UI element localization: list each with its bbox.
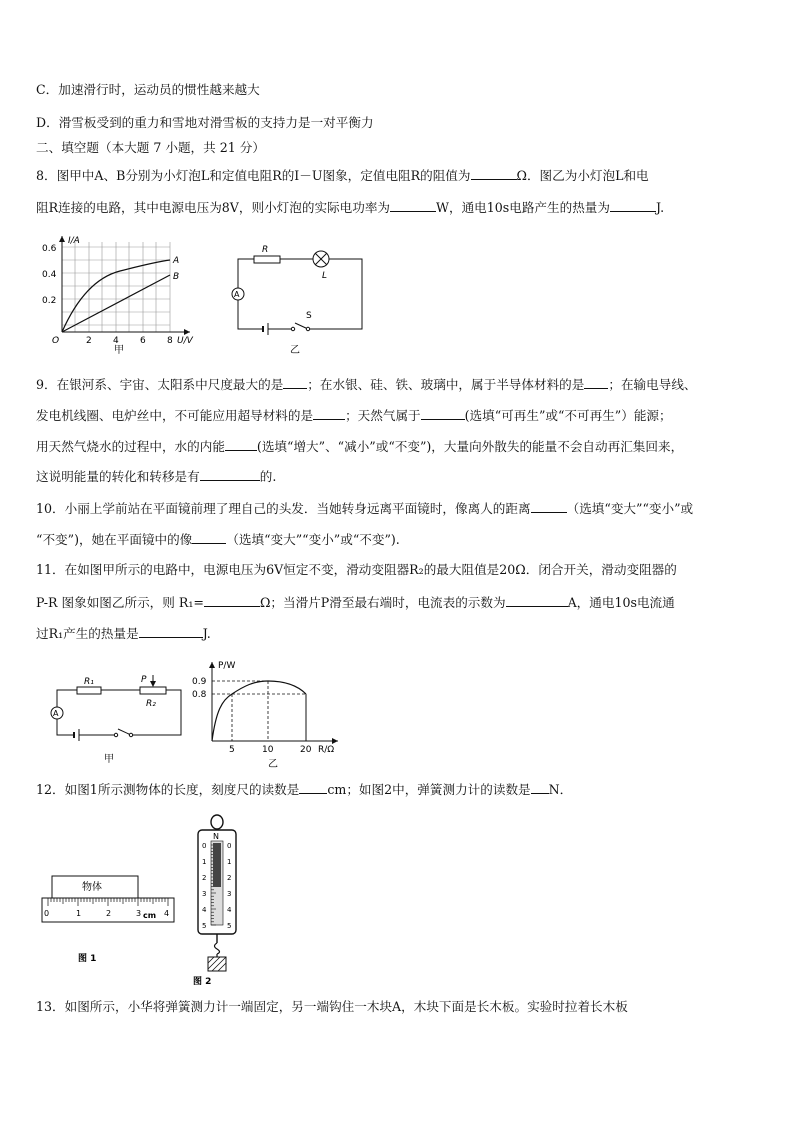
q9-line1 — [36, 375, 697, 394]
q9-text: ；天然气属于 — [345, 408, 421, 423]
ruler-tick-label: 0 — [44, 909, 50, 918]
answer-blank[interactable] — [421, 406, 465, 420]
scale-tick-label: 1 — [202, 858, 207, 866]
answer-blank[interactable] — [139, 624, 203, 638]
q8-line1 — [36, 166, 649, 185]
q11-text: 过R₁产生的热量是 — [36, 626, 139, 641]
q8-text: J. — [656, 200, 665, 215]
ruler-tick-label: 3 — [136, 909, 142, 918]
figure-8-yi-circuit — [222, 240, 367, 358]
figure-caption: 图 1 — [78, 954, 97, 964]
figure-8-jia-graph — [40, 232, 225, 357]
scale-tick-label: 1 — [227, 858, 232, 866]
q9-line3 — [36, 437, 683, 456]
q12-text: N． — [548, 782, 573, 797]
resistor-r2-label: R₂ — [146, 699, 156, 709]
y-axis-label: P/W — [218, 661, 236, 671]
answer-blank[interactable] — [192, 530, 226, 544]
figure-caption: 乙 — [268, 759, 278, 770]
figure-11-yi-graph — [188, 656, 353, 776]
ruler-tick-label: 1 — [76, 909, 82, 918]
resistor-r-label: R — [262, 245, 269, 255]
q9-text: ；在水银、硅、铁、玻璃中，属于半导体材料的是 — [307, 377, 585, 392]
q10-text: “不变”)，她在平面镜中的像 — [36, 532, 193, 547]
y-tick: 0.8 — [192, 690, 207, 700]
x-tick: 8 — [167, 336, 173, 346]
scale-tick-label: 0 — [202, 842, 207, 850]
answer-blank[interactable] — [283, 375, 307, 389]
q12-text: 12．如图1所示测物体的长度，刻度尺的读数是 — [36, 782, 300, 797]
ammeter-label: A — [234, 290, 240, 299]
answer-blank[interactable] — [204, 593, 260, 607]
q12-line — [36, 780, 572, 799]
scale-tick-label: 4 — [202, 906, 207, 914]
figure-12-spring-scale — [188, 813, 250, 985]
y-tick: 0.4 — [42, 270, 57, 280]
answer-blank[interactable] — [200, 467, 260, 481]
q10-line1 — [36, 499, 693, 518]
answer-blank[interactable] — [299, 780, 327, 794]
answer-blank[interactable] — [584, 375, 608, 389]
q8-text: 8．图甲中A、B分别为小灯泡L和定值电阻R的I－U图象，定值电阻R的阻值为 — [36, 168, 471, 183]
ruler-tick-label: 4 — [164, 909, 170, 918]
figure-caption: 甲 — [104, 754, 114, 765]
q9-text: 这说明能量的转化和转移是有 — [36, 469, 200, 484]
figure-caption: 甲 — [114, 345, 124, 356]
x-axis-label: R/Ω — [318, 745, 335, 755]
resistor-r1-label: R₁ — [84, 677, 94, 687]
x-tick: 4 — [113, 336, 119, 346]
scale-tick-label: 5 — [202, 922, 207, 930]
answer-blank[interactable] — [531, 499, 567, 513]
x-tick: 5 — [229, 745, 235, 755]
q9-text: 用天然气烧水的过程中，水的内能 — [36, 439, 225, 454]
figure-12-ruler — [40, 872, 180, 968]
q8-text: W，通电10s电路产生的热量为 — [436, 200, 610, 215]
answer-blank[interactable] — [506, 593, 568, 607]
q9-text: 的. — [259, 469, 277, 484]
q10-text: （选填“变大”“变小”或 — [566, 501, 694, 516]
q9-line4 — [36, 467, 276, 486]
q8-text: 阻R连接的电路，其中电源电压为8V，则小灯泡的实际电功率为 — [36, 200, 391, 215]
power-curve — [212, 681, 306, 741]
slider-p-label: P — [141, 675, 147, 685]
figure-caption: 乙 — [290, 345, 300, 356]
switch-label: S — [306, 311, 312, 321]
y-axis-label: I/A — [68, 236, 80, 246]
q13-line: 13．如图所示，小华将弹簧测力计一端固定，另一端钩住一木块A，木块下面是长木板。实验时拉着长木板 — [36, 999, 628, 1014]
x-tick: 10 — [262, 745, 274, 755]
q9-text: 9．在银河系、宇宙、太阳系中尺度最大的是 — [36, 377, 284, 392]
x-tick: 6 — [140, 336, 146, 346]
scale-tick-label: 3 — [227, 890, 232, 898]
object-label: 物体 — [82, 882, 102, 893]
ammeter-label: A — [53, 709, 59, 718]
ruler-tick-label: 2 — [106, 909, 112, 918]
spring-indicator — [213, 843, 221, 887]
y-tick: 0.6 — [42, 244, 57, 254]
q10-line2 — [36, 530, 400, 549]
answer-blank[interactable] — [471, 166, 517, 180]
scale-tick-label: 2 — [202, 874, 207, 882]
x-axis-label: U/V — [177, 336, 193, 346]
scale-tick-label: 3 — [202, 890, 207, 898]
q8-line2 — [36, 198, 664, 217]
option-d: D．滑雪板受到的重力和雪地对滑雪板的支持力是一对平衡力 — [36, 115, 374, 130]
answer-blank[interactable] — [313, 406, 345, 420]
y-tick: 0.2 — [42, 296, 57, 306]
figure-caption: 图 2 — [193, 977, 212, 985]
scale-tick-label: 0 — [227, 842, 232, 850]
answer-blank[interactable] — [390, 198, 436, 212]
x-tick: 20 — [300, 745, 312, 755]
lamp-l-label: L — [322, 271, 328, 281]
hanging-weight — [208, 957, 226, 971]
ruler-unit: cm — [143, 911, 157, 920]
answer-blank[interactable] — [225, 437, 257, 451]
scale-tick-label: 2 — [227, 874, 232, 882]
q11-line3 — [36, 624, 211, 643]
q9-text: (选填“可再生”或“不可再生”）能源； — [464, 408, 672, 423]
q11-text: J. — [202, 626, 211, 641]
answer-blank[interactable] — [531, 780, 549, 794]
q11-text: Ω；当滑片P滑至最右端时，电流表的示数为 — [259, 595, 506, 610]
q8-text: Ω．图乙为小灯泡L和电 — [516, 168, 649, 183]
q11-text: P-R 图象如图乙所示，则 R₁= — [36, 595, 204, 610]
figure-11-jia-circuit — [42, 672, 187, 776]
option-c: C．加速滑行时，运动员的惯性越来越大 — [36, 82, 260, 97]
newton-label: N — [213, 832, 219, 841]
q12-text: cm；如图2中，弹簧测力计的读数是 — [327, 782, 531, 797]
origin-label: O — [52, 336, 60, 346]
q11-line1: 11．在如图甲所示的电路中，电源电压为6V恒定不变，滑动变阻器R₂的最大阻值是20Ω．闭合开关，滑动变阻器的 — [36, 562, 677, 577]
section-heading: 二、填空题（本大题 7 小题，共 21 分） — [36, 140, 265, 155]
curve-a-label: A — [173, 256, 180, 266]
q11-text: A，通电10s电流通 — [567, 595, 675, 610]
q9-text: (选填“增大”、“减小”或“不变”)，大量向外散失的能量不会自动再汇集回来， — [256, 439, 684, 454]
q9-line2 — [36, 406, 672, 425]
q10-text: （选填“变大”“变小”或“不变”). — [226, 532, 400, 547]
y-tick: 0.9 — [192, 677, 207, 687]
answer-blank[interactable] — [610, 198, 656, 212]
q11-line2 — [36, 593, 675, 612]
q9-text: 发电机线圈、电炉丝中，不可能应用超导材料的是 — [36, 408, 314, 423]
q10-text: 10．小丽上学前站在平面镜前理了理自己的头发．当她转身远离平面镜时，像离人的距离 — [36, 501, 531, 516]
scale-tick-label: 5 — [227, 922, 232, 930]
scale-tick-label: 4 — [227, 906, 232, 914]
q9-text: ；在输电导线、 — [608, 377, 697, 392]
x-tick: 2 — [86, 336, 92, 346]
curve-b-label: B — [173, 272, 180, 282]
